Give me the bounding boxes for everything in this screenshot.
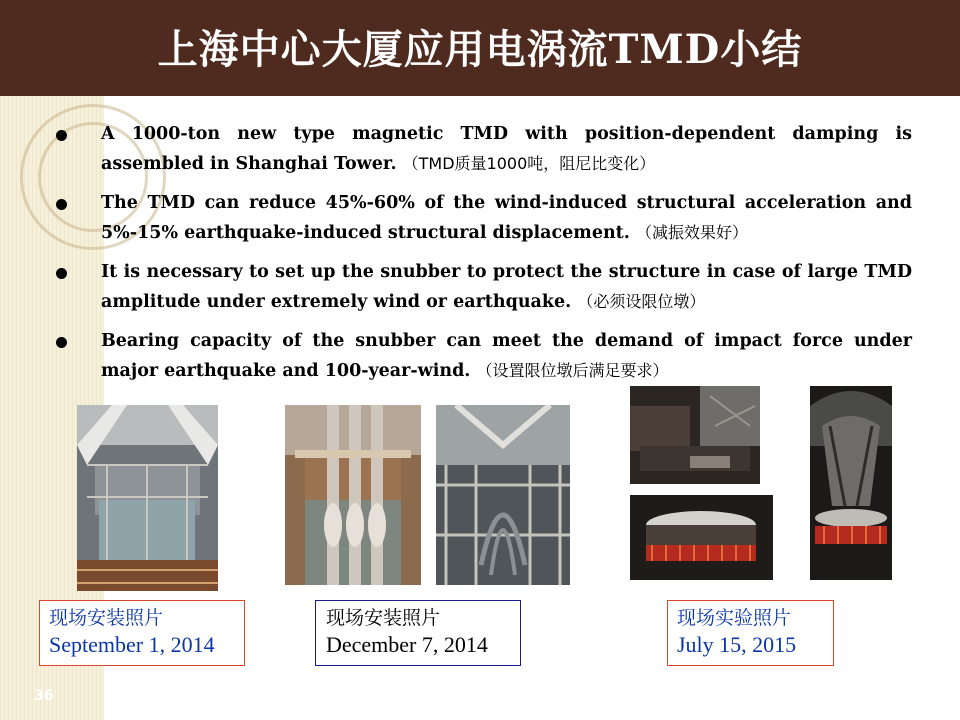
bullet-text-en: Bearing capacity of the snubber can meet the demand of impact force under major earthquake and 100-year-wind. — [101, 331, 912, 381]
page-number: 36 — [34, 688, 54, 704]
installation-photo-1 — [77, 405, 218, 591]
bullet-list — [56, 120, 912, 396]
caption-experiment — [667, 600, 834, 666]
caption-label: 现场安装照片 — [326, 607, 441, 629]
bullet-text-en: A 1000-ton new type magnetic TMD with position-dependent damping is assembled in Shanghai Tower. — [101, 124, 912, 174]
caption-date: July 15, 2015 — [677, 632, 797, 657]
bullet-item — [56, 120, 912, 179]
bullet-item — [56, 258, 912, 317]
experiment-photo-1 — [630, 386, 760, 484]
caption-label: 现场安装照片 — [49, 607, 164, 629]
caption-installation-2 — [315, 600, 521, 666]
title-bar — [0, 0, 960, 96]
caption-date: September 1, 2014 — [49, 632, 215, 657]
bullet-dot-icon — [56, 268, 67, 279]
experiment-photo-2 — [630, 495, 773, 580]
bullet-text-en: The TMD can reduce 45%-60% of the wind-induced structural acceleration and 5%-15% earthquake-induced structural displacement. — [101, 193, 912, 243]
bullet-dot-icon — [56, 199, 67, 210]
caption-label: 现场实验照片 — [677, 607, 792, 629]
experiment-photo-3 — [810, 386, 892, 580]
slide-title: 上海中心大厦应用电涡流TMD小结 — [157, 26, 803, 73]
bullet-dot-icon — [56, 130, 67, 141]
bullet-text-cn: （必须设限位墩） — [577, 292, 706, 311]
caption-installation-1 — [39, 600, 245, 666]
bullet-item — [56, 327, 912, 386]
bullet-text-cn: （TMD质量1000吨，阻尼比变化） — [402, 154, 656, 173]
installation-photo-3 — [436, 405, 570, 585]
bullet-dot-icon — [56, 337, 67, 348]
bullet-item — [56, 189, 912, 248]
bullet-text-en: It is necessary to set up the snubber to protect the structure in case of large TMD amplitude under extremely wind or earthquake. — [101, 262, 912, 312]
installation-photo-2 — [285, 405, 421, 585]
caption-date: December 7, 2014 — [326, 632, 488, 657]
bullet-text-cn: （设置限位墩后满足要求） — [476, 361, 669, 380]
bullet-text-cn: （减振效果好） — [635, 223, 748, 242]
